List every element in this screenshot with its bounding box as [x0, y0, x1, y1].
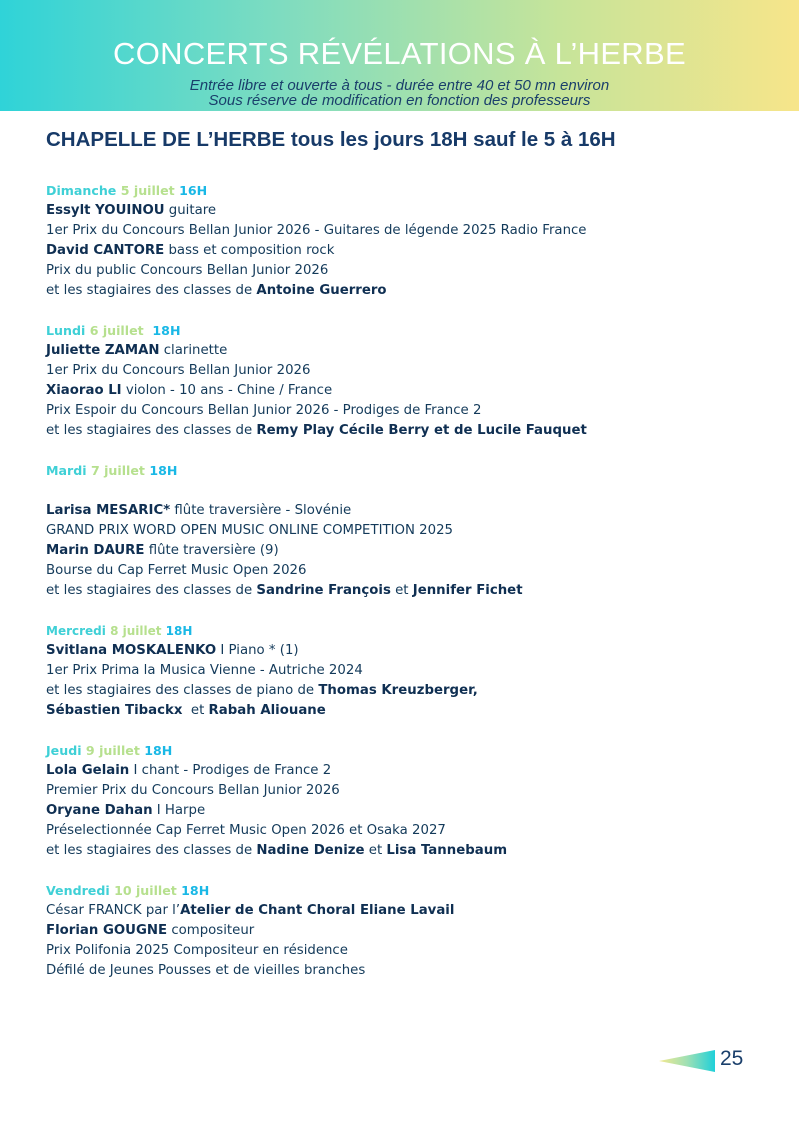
teacher-name: Remy Play Cécile Berry et de Lucile Fauquet	[256, 423, 587, 438]
page-corner-triangle-icon	[659, 1050, 715, 1072]
award-line: Premier Prix du Concours Bellan Junior 2026	[46, 783, 340, 798]
day-heading: Mardi 7 juillet 18H	[46, 463, 178, 478]
header-banner	[0, 0, 799, 111]
day-block-wednesday	[46, 621, 766, 721]
performer-name: Lola Gelain	[46, 763, 130, 778]
teacher-name: Nadine Denize	[256, 843, 365, 858]
day-heading: Lundi 6 juillet 18H	[46, 323, 181, 338]
award-line: GRAND PRIX WORD OPEN MUSIC ONLINE COMPETITION 2025	[46, 523, 454, 538]
award-line: Prix Polifonia 2025 Compositeur en résidence	[46, 943, 348, 958]
classes-line: et les stagiaires des classes de Nadine Denize et Lisa Tannebaum	[46, 843, 508, 858]
classes-line: et les stagiaires des classes de Remy Play Cécile Berry et de Lucile Fauquet	[46, 423, 587, 438]
teacher-name: Sébastien Tibackx	[46, 703, 183, 718]
performer-name: Juliette ZAMAN	[46, 343, 160, 358]
performer-name: Svitlana MOSKALENKO	[46, 643, 217, 658]
award-line: 1er Prix Prima la Musica Vienne - Autriche 2024	[46, 663, 363, 678]
day-block-thursday	[46, 741, 766, 861]
teacher-name: Jennifer Fichet	[412, 583, 523, 598]
award-line: 1er Prix du Concours Bellan Junior 2026	[46, 363, 311, 378]
day-block-monday	[46, 321, 766, 441]
teacher-name: Lisa Tannebaum	[386, 843, 508, 858]
performer-line: Xiaorao LI violon - 10 ans - Chine / France	[46, 383, 333, 398]
teacher-name: Sandrine François	[256, 583, 391, 598]
day-block-friday	[46, 881, 766, 981]
award-line: Bourse du Cap Ferret Music Open 2026	[46, 563, 307, 578]
performer-line: Oryane Dahan I Harpe	[46, 803, 206, 818]
award-line: Prix du public Concours Bellan Junior 2026	[46, 263, 329, 278]
performer-line: Florian GOUGNE compositeur	[46, 923, 255, 938]
award-line: Préselectionnée Cap Ferret Music Open 2026 et Osaka 2027	[46, 823, 446, 838]
concert-schedule	[46, 181, 766, 981]
day-heading: Dimanche 5 juillet 16H	[46, 183, 208, 198]
ensemble-name: Atelier de Chant Choral Eliane Lavail	[180, 903, 455, 918]
performer-name: Larisa MESARIC*	[46, 503, 171, 518]
performer-name: Essylt YOUINOU	[46, 203, 165, 218]
performer-line: David CANTORE bass et composition rock	[46, 243, 335, 258]
page-number: 25	[720, 1047, 744, 1070]
award-line: Prix Espoir du Concours Bellan Junior 2026 - Prodiges de France 2	[46, 403, 482, 418]
day-block-tuesday	[46, 461, 766, 601]
teacher-name: Antoine Guerrero	[256, 283, 387, 298]
classes-line: et les stagiaires des classes de Sandrine François et Jennifer Fichet	[46, 583, 523, 598]
performer-line: Svitlana MOSKALENKO I Piano * (1)	[46, 643, 299, 658]
performer-line: Lola Gelain I chant - Prodiges de France 2	[46, 763, 332, 778]
subtitle-disclaimer: Sous réserve de modification en fonction des professeurs	[208, 92, 591, 109]
award-line: 1er Prix du Concours Bellan Junior 2026 - Guitares de légende 2025 Radio France	[46, 223, 587, 238]
performer-name: Oryane Dahan	[46, 803, 153, 818]
performer-line: Juliette ZAMAN clarinette	[46, 343, 228, 358]
day-heading: Mercredi 8 juillet 18H	[46, 624, 193, 638]
day-heading: Jeudi 9 juillet 18H	[46, 743, 173, 758]
venue-heading: CHAPELLE DE L’HERBE tous les jours 18H sauf le 5 à 16H	[46, 128, 616, 151]
classes-line: Sébastien Tibackx et Rabah Aliouane	[46, 703, 326, 718]
teacher-name: Rabah Aliouane	[208, 703, 326, 718]
performer-name: Marin DAURE	[46, 543, 145, 558]
day-block-sunday	[46, 181, 766, 301]
page-title: CONCERTS RÉVÉLATIONS À L’HERBE	[113, 36, 686, 71]
teacher-name: Thomas Kreuzberger,	[318, 683, 478, 698]
day-heading: Vendredi 10 juillet 18H	[46, 883, 210, 898]
performer-name: Xiaorao LI	[46, 383, 122, 398]
classes-line: et les stagiaires des classes de Antoine Guerrero	[46, 283, 387, 298]
performer-line: César FRANCK par l’Atelier de Chant Choral Eliane Lavail	[46, 903, 455, 918]
description-line: Défilé de Jeunes Pousses et de vieilles branches	[46, 963, 366, 978]
performer-line: Essylt YOUINOU guitare	[46, 203, 217, 218]
performer-name: David CANTORE	[46, 243, 165, 258]
performer-line: Larisa MESARIC* flûte traversière - Slovénie	[46, 503, 352, 518]
classes-line: et les stagiaires des classes de piano de Thomas Kreuzberger,	[46, 683, 478, 698]
performer-line: Marin DAURE flûte traversière (9)	[46, 543, 279, 558]
performer-name: Florian GOUGNE	[46, 923, 168, 938]
subtitle-entry: Entrée libre et ouverte à tous - durée entre 40 et 50 mn environ	[189, 77, 610, 94]
